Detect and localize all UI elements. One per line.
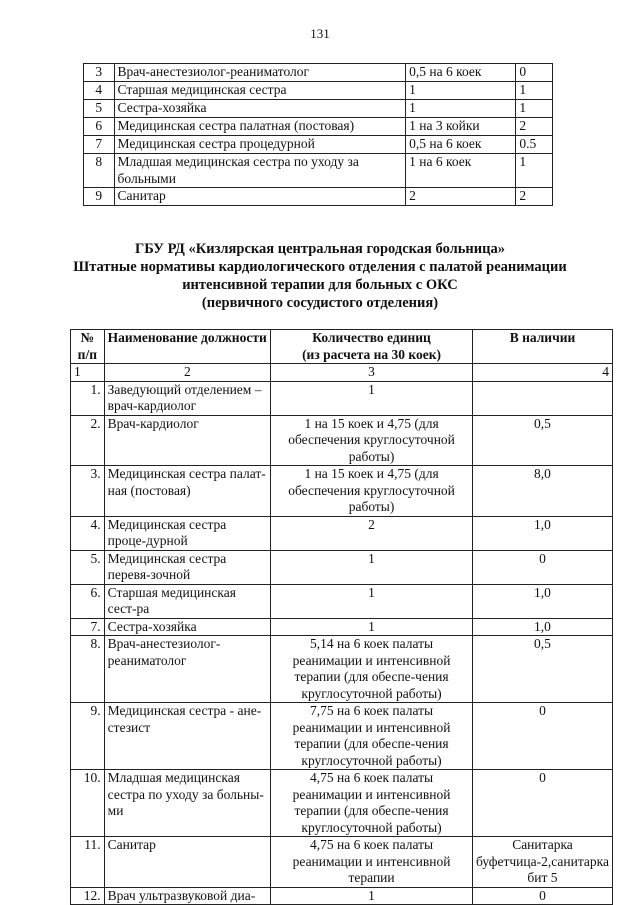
header-number <box>71 330 105 364</box>
table-row <box>84 118 553 136</box>
table-row <box>71 618 613 636</box>
position-name: Медицинская сестра палат-ная (постовая) <box>104 466 270 517</box>
table-row <box>71 887 613 905</box>
available-count: 0 <box>472 887 612 905</box>
table-row <box>84 64 553 82</box>
position-name: Санитар <box>104 837 270 888</box>
available-count: 1,0 <box>472 584 612 618</box>
available-count: 1,0 <box>472 618 612 636</box>
available-count: 8,0 <box>472 466 612 517</box>
column-index: 4 <box>472 364 612 382</box>
table-row <box>71 770 613 837</box>
header-position: Наименование должности <box>104 330 270 364</box>
heading-hospital-name: ГБУ РД «Кизлярская центральная городская больница» <box>135 241 505 257</box>
row-number: 4. <box>71 516 105 550</box>
unit-count: 5,14 на 6 коек палаты реанимации и интенсивной терапии (для обеспе-чения круглосуточной работы) <box>271 636 473 703</box>
column-index: 2 <box>104 364 270 382</box>
position-name: Старшая медицинская сестра <box>114 82 406 100</box>
available-count: 2 <box>516 188 553 206</box>
available-count: Санитарка буфетчица-2,санитарка бит 5 <box>472 837 612 888</box>
table-row <box>84 82 553 100</box>
position-name: Врач ультразвуковой диа- <box>104 887 270 905</box>
unit-count: 7,75 на 6 коек палаты реанимации и интенсивной терапии (для обеспе-чения круглосуточной работы) <box>271 703 473 770</box>
page-number: 131 <box>310 26 330 41</box>
available-count: 0 <box>472 550 612 584</box>
heading-subtitle: интенсивной терапии для больных с ОКС <box>182 277 458 293</box>
table-row <box>71 837 613 888</box>
header-available: В наличии <box>472 330 612 364</box>
available-count: 0 <box>472 703 612 770</box>
table-row <box>71 584 613 618</box>
staff-norm: 1 на 3 койки <box>406 118 516 136</box>
available-count: 1 <box>516 100 553 118</box>
available-count: 1 <box>516 154 553 188</box>
available-count: 1,0 <box>472 516 612 550</box>
column-index-row <box>71 364 613 382</box>
position-name: Медицинская сестра процедурной <box>114 136 406 154</box>
staff-norm: 1 <box>406 100 516 118</box>
row-number: 9. <box>71 703 105 770</box>
position-name: Врач-анестезиолог-реаниматолог <box>114 64 406 82</box>
row-number: 6. <box>71 584 105 618</box>
row-number: 7 <box>84 136 115 154</box>
position-name: Медицинская сестра перевя-зочной <box>104 550 270 584</box>
unit-count: 1 <box>271 887 473 905</box>
table-row <box>71 415 613 466</box>
table-row <box>84 100 553 118</box>
row-number: 8. <box>71 636 105 703</box>
unit-count: 2 <box>271 516 473 550</box>
unit-count: 1 на 15 коек и 4,75 (для обеспечения круглосуточной работы) <box>271 415 473 466</box>
column-index: 1 <box>71 364 105 382</box>
unit-count: 1 <box>271 618 473 636</box>
staff-table-continued <box>83 63 553 206</box>
column-index: 3 <box>271 364 473 382</box>
available-count: 1 <box>516 82 553 100</box>
table-row <box>71 466 613 517</box>
position-name: Сестра-хозяйка <box>114 100 406 118</box>
staff-norm: 0,5 на 6 коек <box>406 136 516 154</box>
row-number: 8 <box>84 154 115 188</box>
available-count: 0 <box>472 770 612 837</box>
row-number: 6 <box>84 118 115 136</box>
heading-title: Штатные нормативы кардиологического отделения с палатой реанимации <box>73 259 567 275</box>
table-row <box>71 550 613 584</box>
position-name: Заведующий отделением – врач-кардиолог <box>104 381 270 415</box>
available-count <box>472 381 612 415</box>
staffing-norms-table <box>70 329 613 905</box>
position-name: Старшая медицинская сест-ра <box>104 584 270 618</box>
unit-count: 1 <box>271 381 473 415</box>
row-number: 3 <box>84 64 115 82</box>
header-count-label: Количество единиц <box>312 330 431 345</box>
available-count: 0 <box>516 64 553 82</box>
row-number: 2. <box>71 415 105 466</box>
row-number: 5. <box>71 550 105 584</box>
available-count: 2 <box>516 118 553 136</box>
available-count: 0.5 <box>516 136 553 154</box>
heading-department: (первичного сосудистого отделения) <box>201 295 439 311</box>
document-heading <box>40 240 600 312</box>
position-name: Санитар <box>114 188 406 206</box>
staff-norm: 1 на 6 коек <box>406 154 516 188</box>
available-count: 0,5 <box>472 636 612 703</box>
row-number: 3. <box>71 466 105 517</box>
table-row <box>84 188 553 206</box>
position-name: Врач-анестезиолог-реаниматолог <box>104 636 270 703</box>
position-name: Сестра-хозяйка <box>104 618 270 636</box>
table-header-row <box>71 330 613 364</box>
unit-count: 4,75 на 6 коек палаты реанимации и интенсивной терапии (для обеспе-чения круглосуточной работы) <box>271 770 473 837</box>
header-count-basis: (из расчета на 30 коек) <box>302 346 442 362</box>
row-number: 12. <box>71 887 105 905</box>
row-number: 11. <box>71 837 105 888</box>
staff-norm: 2 <box>406 188 516 206</box>
position-name: Врач-кардиолог <box>104 415 270 466</box>
table-row <box>71 381 613 415</box>
position-name: Медицинская сестра - ане-стезист <box>104 703 270 770</box>
table-row <box>84 154 553 188</box>
row-number: 4 <box>84 82 115 100</box>
staff-norm: 0,5 на 6 коек <box>406 64 516 82</box>
row-number: 1. <box>71 381 105 415</box>
row-number: 9 <box>84 188 115 206</box>
unit-count: 1 <box>271 584 473 618</box>
unit-count: 1 на 15 коек и 4,75 (для обеспечения круглосуточной работы) <box>271 466 473 517</box>
staff-norm: 1 <box>406 82 516 100</box>
table-row <box>84 136 553 154</box>
table-row <box>71 516 613 550</box>
header-count <box>271 330 473 364</box>
header-number-symbol: № <box>80 330 95 345</box>
position-name: Младшая медицинская сестра по уходу за больны-ми <box>104 770 270 837</box>
table-row <box>71 636 613 703</box>
position-name: Медицинская сестра палатная (постовая) <box>114 118 406 136</box>
row-number: 10. <box>71 770 105 837</box>
header-number-abbr: п/п <box>77 346 97 362</box>
table-row <box>71 703 613 770</box>
unit-count: 1 <box>271 550 473 584</box>
row-number: 7. <box>71 618 105 636</box>
position-name: Медицинская сестра проце-дурной <box>104 516 270 550</box>
row-number: 5 <box>84 100 115 118</box>
unit-count: 4,75 на 6 коек палаты реанимации и интенсивной терапии <box>271 837 473 888</box>
available-count: 0,5 <box>472 415 612 466</box>
position-name: Младшая медицинская сестра по уходу за больными <box>114 154 406 188</box>
